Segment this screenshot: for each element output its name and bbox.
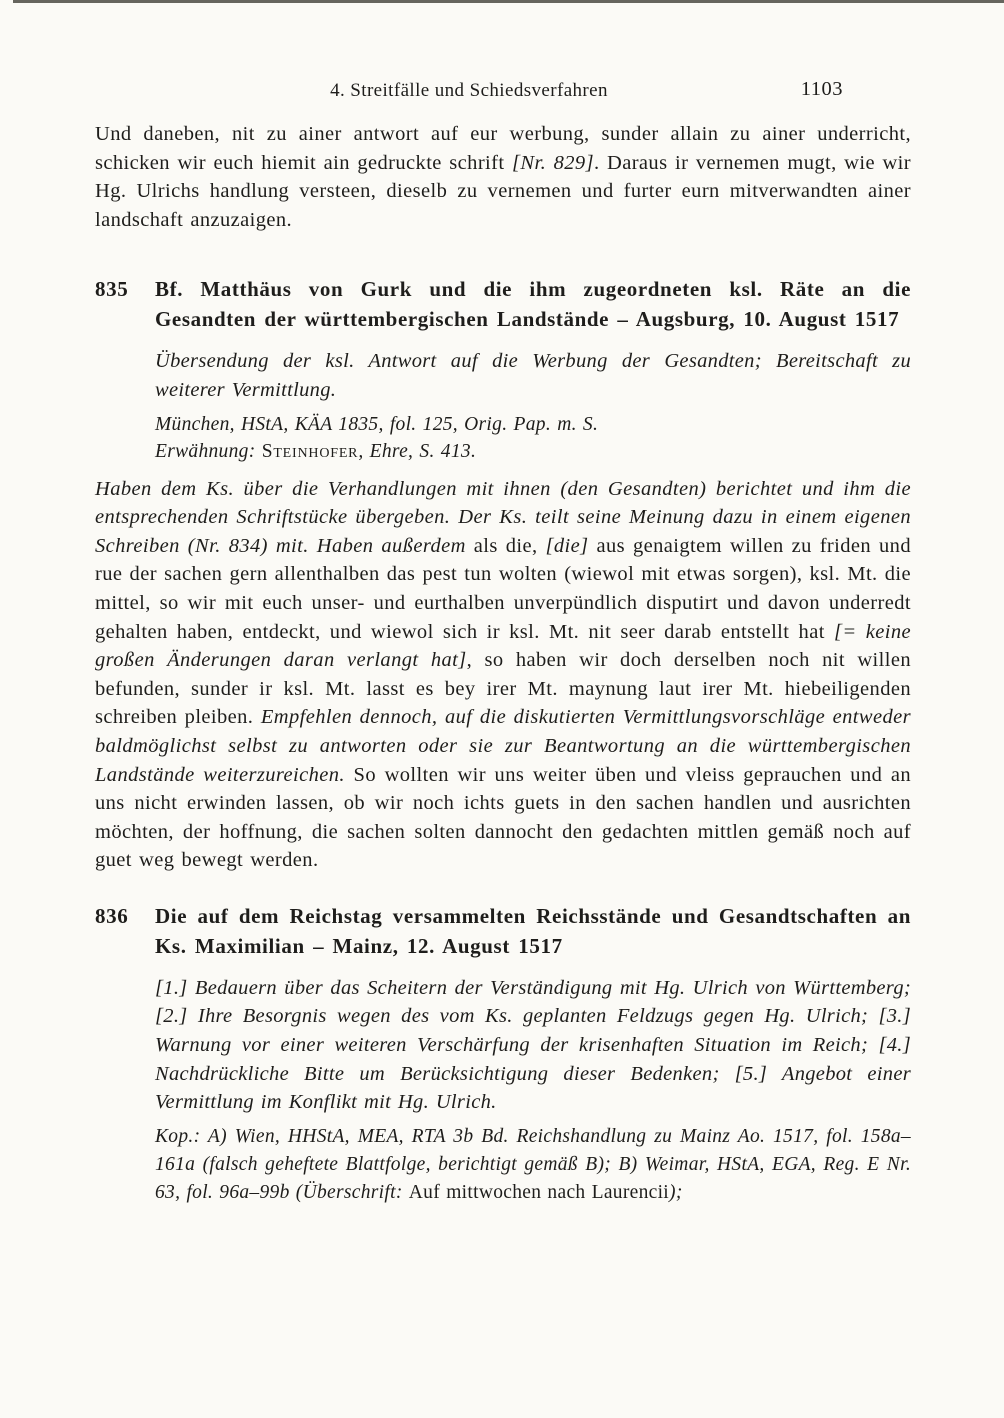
intro-text-run: Und daneben, nit zu ainer antwort auf eur werbung, sunder allain zu ainer underricht, schicken wir euch hiemit ain gedruckte schrift — [95, 123, 911, 174]
body-editorial-run: [die] — [545, 534, 589, 557]
intro-paragraph — [95, 120, 911, 234]
entry-title: Die auf dem Reichstag versammelten Reichsstände und Gesandtschaften an Ks. Maximilian – Mainz, 12. August 1517 — [155, 903, 911, 958]
source-quote-run: Auf mittwochen nach Laurencii — [408, 1181, 670, 1203]
source-line — [155, 438, 911, 466]
body-text-run: aus genaigtem willen zu friden und rue der sachen gern allenthalben das pest tun wolten (wiewol mit etwas sorgen), ksl. Mt. die mittel, so wir mit euch unser- und eurthalben unverpündlich disputirt und davon underredt gehalten haben, entdeckt, und wiewol sich ir ksl. Mt. nit seer darab entstellt hat — [95, 534, 911, 643]
page-content — [95, 80, 911, 1207]
body-text-run: als die, — [473, 534, 546, 557]
entry-836-apparatus — [155, 974, 911, 1207]
intro-text-run: . Daraus ir vernemen mugt, wie wir Hg. Ulrichs handlung versteen, dieselb zu vernemen und furter eurn mitverwandten ainer landschaft anzuzaigen. — [95, 151, 911, 231]
entry-835-body — [95, 475, 911, 875]
source-label: Erwähnung: — [155, 441, 262, 463]
scan-artifact-top-edge — [13, 0, 1004, 3]
running-header-section-title: 4. Streitfälle und Schiedsverfahren — [330, 80, 608, 101]
source-author-smallcaps: Steinhofer — [261, 441, 359, 463]
entry-summary: [1.] Bedauern über das Scheitern der Verständigung mit Hg. Ulrich von Württemberg; [2.] Ihre Besorgnis wegen des vom Ks. geplanten Feldzugs gegen Hg. Ulrich; [3.] Warnung vor einer weiteren Verschärfung der krisenhaften Situation im Reich; [4.] Nachdrückliche Bitte um Berücksichtigung dieser Bedenken; [5.] Angebot einer Vermittlung im Konflikt mit Hg. Ulrich. — [155, 976, 911, 1114]
intro-reference-run: [Nr. 829] — [512, 151, 594, 174]
entry-source-paragraph — [155, 1123, 911, 1207]
body-text-run: So wollten wir uns weiter üben und vleiss geprauchen und an uns nicht erwinden lassen, ob wir noch ichts guets in den sachen handlen und ausrichten möchten, der hoffnung, die sachen solten dannocht den gedachten mittlen gemäß noch auf guet weg bewegt werden. — [95, 763, 911, 872]
source-line: München, HStA, KÄA 1835, fol. 125, Orig. Pap. m. S. — [155, 413, 599, 435]
entry-number: 835 — [95, 277, 129, 302]
body-editorial-run: [= keine großen Änderungen daran verlangt hat] — [95, 620, 911, 672]
entry-source-block — [155, 411, 911, 466]
entry-title: Bf. Matthäus von Gurk und die ihm zugeordneten ksl. Räte an die Gesandten der württembergischen Landstände – Augsburg, 10. August 1517 — [155, 277, 911, 332]
entry-number: 836 — [95, 903, 129, 928]
body-text-run: Haben dem Ks. über die Verhandlungen mit ihnen (den Gesandten) berichtet und ihm die entsprechenden Schriftstücke übergeben. Der Ks. teilt seine Meinung dazu in einem eigenen Schreiben (Nr. 834) mit. Haben außerdem — [95, 477, 911, 557]
entry-835-apparatus — [155, 347, 911, 465]
entry-835-heading — [95, 274, 911, 334]
body-text-run: Empfehlen dennoch, auf die diskutierten Vermittlungsvorschläge entweder baldmöglichst selbst zu antworten oder sie zur Beantwortung an die württembergischen Landstände weiterzureichen. — [95, 706, 911, 786]
entry-836-heading — [95, 901, 911, 961]
entry-835 — [95, 274, 911, 875]
source-text-run: Kop.: A) Wien, HHStA, MEA, RTA 3b Bd. Reichshandlung zu Mainz Ao. 1517, fol. 158a–161a (falsch geheftete Blattfolge, berichtigt gemäß B); B) Weimar, HStA, EGA, Reg. E Nr. 63, fol. 96a–99b (Überschrift: — [155, 1125, 911, 1203]
source-citation: , Ehre, S. 413. — [358, 441, 477, 463]
source-text-run: ); — [669, 1181, 683, 1203]
entry-836 — [95, 901, 911, 1207]
running-header — [95, 80, 911, 106]
entry-summary: Übersendung der ksl. Antwort auf die Werbung der Gesandten; Bereitschaft zu weiterer Vermittlung. — [155, 350, 911, 401]
body-text-run: , so haben wir doch derselben noch nit willen befunden, sunder ir ksl. Mt. lasst es bey irer Mt. maynung laut irer Mt. hiebeiligenden schreiben pleiben. — [95, 649, 911, 729]
page-number: 1103 — [800, 78, 843, 100]
